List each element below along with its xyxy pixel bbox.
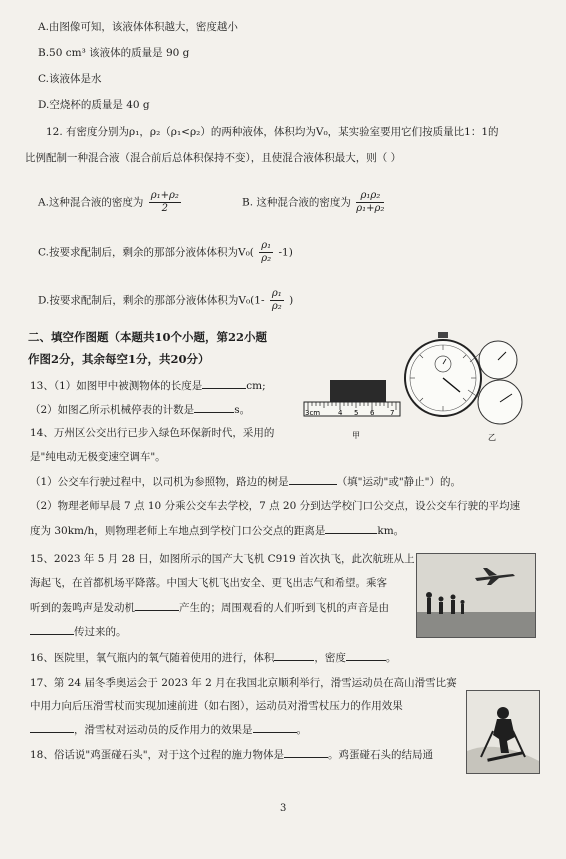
q12-option-d-denominator: ρ₂: [271, 301, 282, 312]
q12-option-b: [242, 190, 386, 215]
ruler-label-4: 4: [338, 409, 343, 417]
q14-line2: 是"纯电动无极变速空调车"。: [30, 451, 166, 463]
q12-option-a-denominator: 2: [161, 203, 169, 214]
q13-part2-unit: s。: [234, 404, 251, 416]
measured-block: [330, 380, 386, 402]
q16-line: [30, 650, 396, 665]
q15-answer-blank-2[interactable]: [30, 624, 74, 635]
q18-text-b: 。鸡蛋碰石头的结局通: [328, 749, 434, 761]
q15-line2: 海起飞，在首都机场平降落。中国大飞机飞出安全、更飞出志气和希望。乘客: [30, 577, 387, 589]
q11-option-a: A.由图像可知，该液体体积越大，密度越小: [38, 21, 238, 33]
q15-part3-text: 传过来的。: [74, 626, 127, 638]
q12-option-d-tail: ): [289, 294, 294, 307]
q14-answer-blank-2[interactable]: [325, 523, 377, 534]
q14-line1: 14、万州区公交出行已步入绿色环保新时代，采用的: [30, 427, 275, 439]
q13-answer-blank-2[interactable]: [194, 402, 234, 413]
ruler-label-7: 7: [390, 409, 395, 417]
q14-line3: [30, 474, 461, 489]
q13-part2-text: （2）如图乙所示机械停表的计数是: [30, 404, 195, 416]
q12-stem-line2: 比例配制一种混合液（混合前后总体积保持不变），且使混合液体积最大，则（ ）: [25, 152, 402, 164]
c919-photo: [416, 553, 536, 638]
q12-option-d-fraction: [270, 288, 284, 313]
ruler-label-6: 6: [370, 409, 375, 417]
q12-option-b-fraction: [356, 190, 384, 215]
q17-answer-blank-2[interactable]: [253, 722, 297, 733]
section-title: 二、填空作图题（本题共10个小题，第22小题: [28, 330, 268, 344]
q16-text-b: ，密度: [314, 652, 346, 664]
q15-line4: [30, 624, 127, 639]
q17-line2: 中用力向后压滑雪杖而实现加速前进（如右图），运动员对滑雪杖压力的作用效果: [30, 700, 403, 712]
q17-text-a: ，滑雪杖对运动员的反作用力的效果是: [74, 724, 253, 736]
q13-figure: [300, 330, 525, 445]
q12-option-a-fraction: [149, 190, 181, 215]
q15-part2-text: 产生的；周围观看的人们听到飞机的声音是由: [179, 602, 389, 614]
q18-answer-blank-1[interactable]: [284, 747, 328, 758]
q14-line4: （2）物理老师早晨 7 点 10 分乘公交车去学校，7 点 20 分到达学校门口公交点，设公交车行驶的平均速: [30, 500, 521, 512]
q12-option-d-text: D.按要求配制后，剩余的那部分液体体积为V₀(1-: [38, 294, 265, 307]
q12-option-c-text: C.按要求配制后，剩余的那部分液体体积为V₀(: [38, 246, 254, 259]
q13-part1-text: 13、（1）如图甲中被测物体的长度是: [30, 380, 203, 392]
q12-option-d: [38, 288, 293, 313]
q17-line1: 17、第 24 届冬季奥运会于 2023 年 2 月在我国北京顺利举行，滑雪运动员在高山滑雪比赛: [30, 677, 457, 689]
q12-option-a-numerator: ρ₁+ρ₂: [150, 190, 179, 201]
q12-option-b-numerator: ρ₁ρ₂: [356, 190, 384, 203]
q17-text-b: 。: [296, 724, 307, 736]
q12-option-c-numerator: ρ₁: [261, 240, 272, 251]
q15-part1-text: 听到的轰鸣声是发动机: [30, 602, 135, 614]
q12-option-c-tail: -1): [278, 246, 293, 259]
q13-answer-blank-1[interactable]: [202, 378, 246, 389]
q17-line3: [30, 722, 307, 737]
figure-label-yi: 乙: [488, 433, 496, 442]
q15-answer-blank-1[interactable]: [135, 600, 179, 611]
section-subtitle: 作图2分，其余每空1分，共20分）: [28, 352, 210, 366]
q18-text-a: 18、俗话说"鸡蛋碰石头"，对于这个过程的施力物体是: [30, 749, 285, 761]
q12-option-c: [38, 240, 293, 265]
skier-image: [466, 690, 540, 774]
q16-answer-blank-1[interactable]: [274, 650, 314, 661]
ruler-label-5: 5: [354, 409, 359, 417]
q17-answer-blank-1[interactable]: [30, 722, 74, 733]
q12-option-b-text: B. 这种混合液的密度为: [242, 196, 351, 209]
q12-option-c-fraction: [259, 240, 273, 265]
page-number: 3: [280, 803, 287, 814]
q13-part1-unit: cm;: [246, 380, 266, 392]
q11-option-d: D.空烧杯的质量是 40 g: [38, 99, 150, 111]
q16-text-a: 16、医院里，氧气瓶内的氧气随着使用的进行，体积: [30, 652, 275, 664]
q16-text-c: 。: [385, 652, 397, 664]
q15-line1: 15、2023 年 5 月 28 日，如图所示的国产大飞机 C919 首次执飞，此次航班从上: [30, 553, 415, 565]
q14-part2-unit: km。: [377, 525, 405, 537]
q12-option-a-text: A.这种混合液的密度为: [38, 196, 144, 209]
figure-label-jia: 甲: [352, 431, 360, 440]
q12-option-b-denominator: ρ₁+ρ₂: [356, 203, 385, 214]
q12-stem-line1: 12. 有密度分别为ρ₁，ρ₂（ρ₁<ρ₂）的两种液体，体积均为V₀，某实验室要用它们按质量比1：1的: [46, 126, 499, 138]
q14-part1-hint: （填"运动"或"静止"）的。: [336, 476, 462, 488]
ruler-label-cm: 3cm: [305, 409, 321, 417]
q15-line3: [30, 600, 389, 615]
q11-option-b: B.50 cm³ 该液体的质量是 90 g: [38, 47, 190, 59]
q13-line1: [30, 378, 266, 393]
q18-line: [30, 747, 433, 762]
q12-option-a: [38, 190, 183, 215]
q12-option-c-denominator: ρ₂: [261, 253, 272, 264]
stopwatch: [405, 332, 481, 416]
q14-answer-blank-1[interactable]: [289, 474, 337, 485]
q14-part2-text: 度为 30km/h，则物理老师上车地点到学校门口公交点的距离是: [30, 525, 326, 537]
q14-part1-text: （1）公交车行驶过程中，以司机为参照物，路边的树是: [30, 476, 289, 488]
q16-answer-blank-2[interactable]: [346, 650, 386, 661]
q11-option-c: C.该液体是水: [38, 73, 102, 85]
q12-option-d-numerator: ρ₁: [271, 288, 282, 299]
q13-line2: [30, 402, 250, 417]
q14-line5: [30, 523, 404, 538]
